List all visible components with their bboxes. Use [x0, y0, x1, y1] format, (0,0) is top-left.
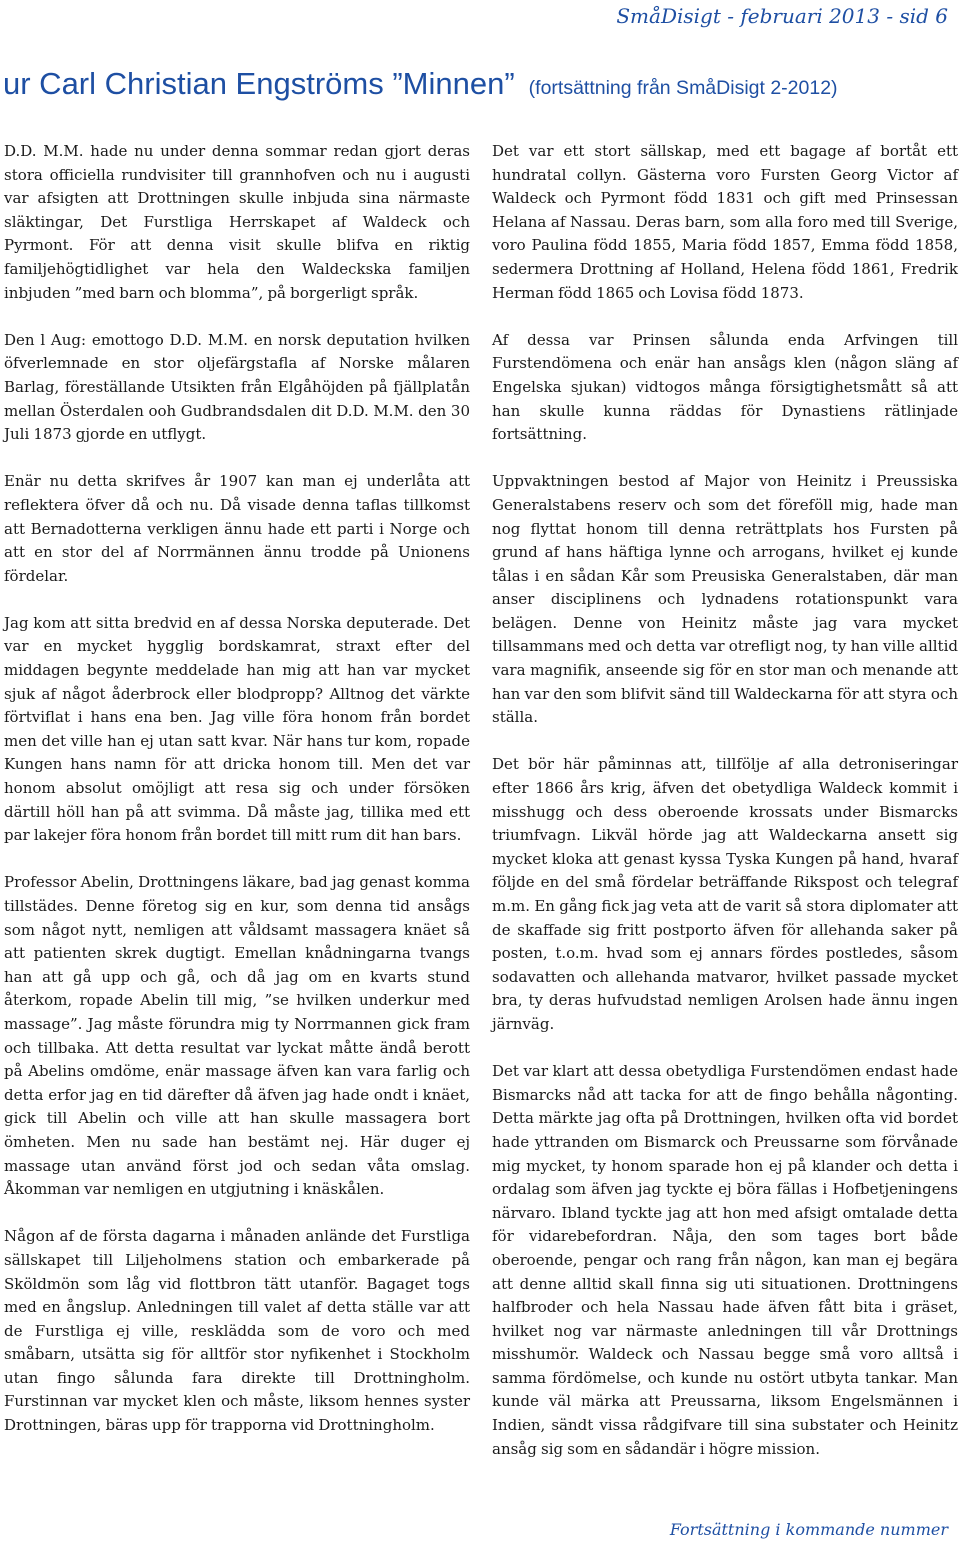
paragraph: Det bör här påminnas att, tillfölje af alla detroniseringar efter 1866 års krig, äfven det obetydliga Waldeck kommit i misshugg och dess oberoende krossats under Bismarcks triumfvagn. Likväl hörde jag att Waldeckarna ansett sig mycket kloka att genast kyssa Tyska Kungen på hand, hvaraf följde en del små fördelar beträffande Rikspost och telegraf m.m. En gång fick jag veta att de varit så stora diplomater att de skaffade sig fritt postporto äfven för allehanda saker på posten, t.o.m. hvad som ej annars fördes postledes, såsom sodavatten och allehanda matvaror, hvilket passade mycket bra, ty deras hufvudstad nemligen Arolsen hade ännu ingen järnväg. [492, 755, 958, 1033]
article-title [3, 66, 958, 102]
right-text-column [492, 140, 958, 1485]
paragraph: Af dessa var Prinsen sålunda enda Arfvingen till Furstendömena och enär han ansågs klen (någon släng af Engelska sjukan) vidtogos många försigtighetsmått så att han skulle kunna räddas för Dynastiens rätlinjade fortsättning. [492, 330, 958, 444]
paragraph: Jag kom att sitta bredvid en af dessa Norska deputerade. Det var en mycket hygglig bordskamrat, straxt efter del middagen begynte meddelade han mig att han var mycket sjuk af något åderbrock eller blodpropp? Alltnog det värkte förtviflat i hans ena ben. Jag ville föra honom från bordet men det ville han ej utan satt kvar. När hans tur kom, ropade Kungen hans namn för att dricka honom till. Men det var honom absolut omöjligt att resa sig och under försöken därtill höll han på att svimma. Då måste jag, tillika med ett par lakejer föra honom från bordet till mitt rum dit han bars. [4, 613, 470, 845]
paragraph: D.D. M.M. hade nu under denna sommar redan gjort deras stora officiella rundvisiter till grannhofven och nu i augusti var afsigten att Drottningen skulle inbjuda sina närmaste släktingar, Det Furstliga Herrskapet af Waldeck och Pyrmont. För att denna visit skulle blifva en riktig familjehögtidlighet var hela den Waldeckska familjen inbjuden ”med barn och blomma”, på borgerligt språk. [4, 142, 470, 302]
page-header: SmåDisigt - februari 2013 - sid 6 [616, 4, 948, 28]
left-text-column [4, 140, 470, 1461]
article-title-subtitle: (fortsättning från SmåDisigt 2-2012) [528, 77, 838, 99]
paragraph: Den l Aug: emottogo D.D. M.M. en norsk deputation hvilken öfverlemnade en stor oljefärgstafla af Norske målaren Barlag, föreställande Utsikten från Elgåhöjden på fjällplatån mellan Österdalen ooh Gudbrandsdalen dit D.D. M.M. den 30 Juli 1873 gjorde en utflygt. [4, 330, 470, 444]
paragraph: Enär nu detta skrifves år 1907 kan man ej underlåta att reflektera öfver då och nu. Då visade denna taflas tillkomst att Bernadotterna verkligen ännu hade ett parti i Norge och att en stor del af Norrmännen ännu trodde på Unionens fördelar. [4, 472, 470, 585]
continuation-note: Fortsättning i kommande nummer [669, 1520, 948, 1539]
paragraph: Professor Abelin, Drottningens läkare, bad jag genast komma tillstädes. Denne företog sig en kur, som denna tid ansågs som något nytt, nemligen att våldsamt massagera knäet så att patienten skrek dugtigt. Emellan knådningarna tvangs han att gå upp och gå, och då jag om en kvarts stund återkom, ropade Abelin till mig, ”se hvilken underkur med massage”. Jag måste förundra mig ty Norrmannen gick fram och tillbaka. Att detta resultat var lyckat måtte ändå berott på Abelins omdöme, enär massage äfven kan vara farlig och detta erfor jag en tid därefter då äfven jag hade ondt i knäet, gick till Abelin och ville att han skulle massagera bort ömheten. Men nu sade han bestämt nej. Här duger ej massage utan använd först jod och sedan våta omslag. Åkomman var nemligen en utgjutning i knäskålen. [4, 873, 470, 1199]
article-title-main: ur Carl Christian Engströms ”Minnen” [3, 66, 515, 101]
paragraph: Uppvaktningen bestod af Major von Heinitz i Preussiska Generalstabens reserv och som det föreföll mig, hade man nog flyttat honom till denna reträttplats hos Fursten på grund af hans häftiga lynne och arrogans, hvilket ej kunde tålas i en sådan Kår som Preusiska Generalstaben, där man anser disciplinens och lydnadens rotationspunkt vara belägen. Denne von Heinitz måste jag vara mycket tillsammans med och detta var otrefligt nog, ty han ville alltid vara magnifik, anseende sig för en stor man och menande att han var den som blifvit sänd till Waldeckarna för att styra och ställa. [492, 472, 958, 727]
paragraph: Det var klart att dessa obetydliga Furstendömen endast hade Bismarcks nåd att tacka for att de fingo behålla någonting. Detta märkte jag ofta på Drottningen, hvilken ofta vid bordet hade yttranden om Bismarck och Preussarne som förvånade mig mycket, ty honom sparade hon ej på klander och detta i ordalag som äfven jag tyckte ej böra fällas i Hofbetjeningens närvaro. Ibland tyckte jag att hon med afsigt omtalade detta för vidarebefordran. Nåja, den som tages bort både oberoende, pengar och rang från någon, kan man ej begära att denne alltid skall finna sig uti situationen. Drottningens halfbroder och hela Nassau hade äfven fått bita i gräset, hvilket nog var närmaste anledningen till vår Drottnings misshumör. Waldeck och Nassau begge små voro alltså i samma fördömelse, och kunde nu ostört utbyta tankar. Man kunde väl märka att Preussarna, liksom Engelsmännen i Indien, sändt vissa rådgifvare till sina substater och Heinitz ansåg sig som en sådandär i högre mission. [492, 1062, 958, 1458]
paragraph: Någon af de första dagarna i månaden anlände det Furstliga sällskapet till Liljeholmens station och embarkerade på Sköldmön som låg vid flottbron tätt utanför. Bagaget togs med en ångslup. Anledningen till valet af detta ställe var att de Furstliga ej ville, resklädda som de voro och med småbarn, utsätta sig för alltför stor nyfikenhet i Stockholm utan fingo sålunda fara direkte till Drottningholm. Furstinnan var mycket klen och måste, liksom hennes syster Drottningen, bäras upp för trapporna vid Drottningholm. [4, 1227, 470, 1435]
paragraph: Det var ett stort sällskap, med ett bagage af bortåt ett hundratal collyn. Gästerna voro Fursten Georg Victor af Waldeck och Pyrmont född 1831 och gift med Prinsessan Helana af Nassau. Deras barn, som alla foro med till Sverige, voro Paulina född 1855, Maria född 1857, Emma född 1858, sedermera Drottning af Holland, Helena född 1861, Fredrik Herman född 1865 och Lovisa född 1873. [492, 142, 958, 302]
